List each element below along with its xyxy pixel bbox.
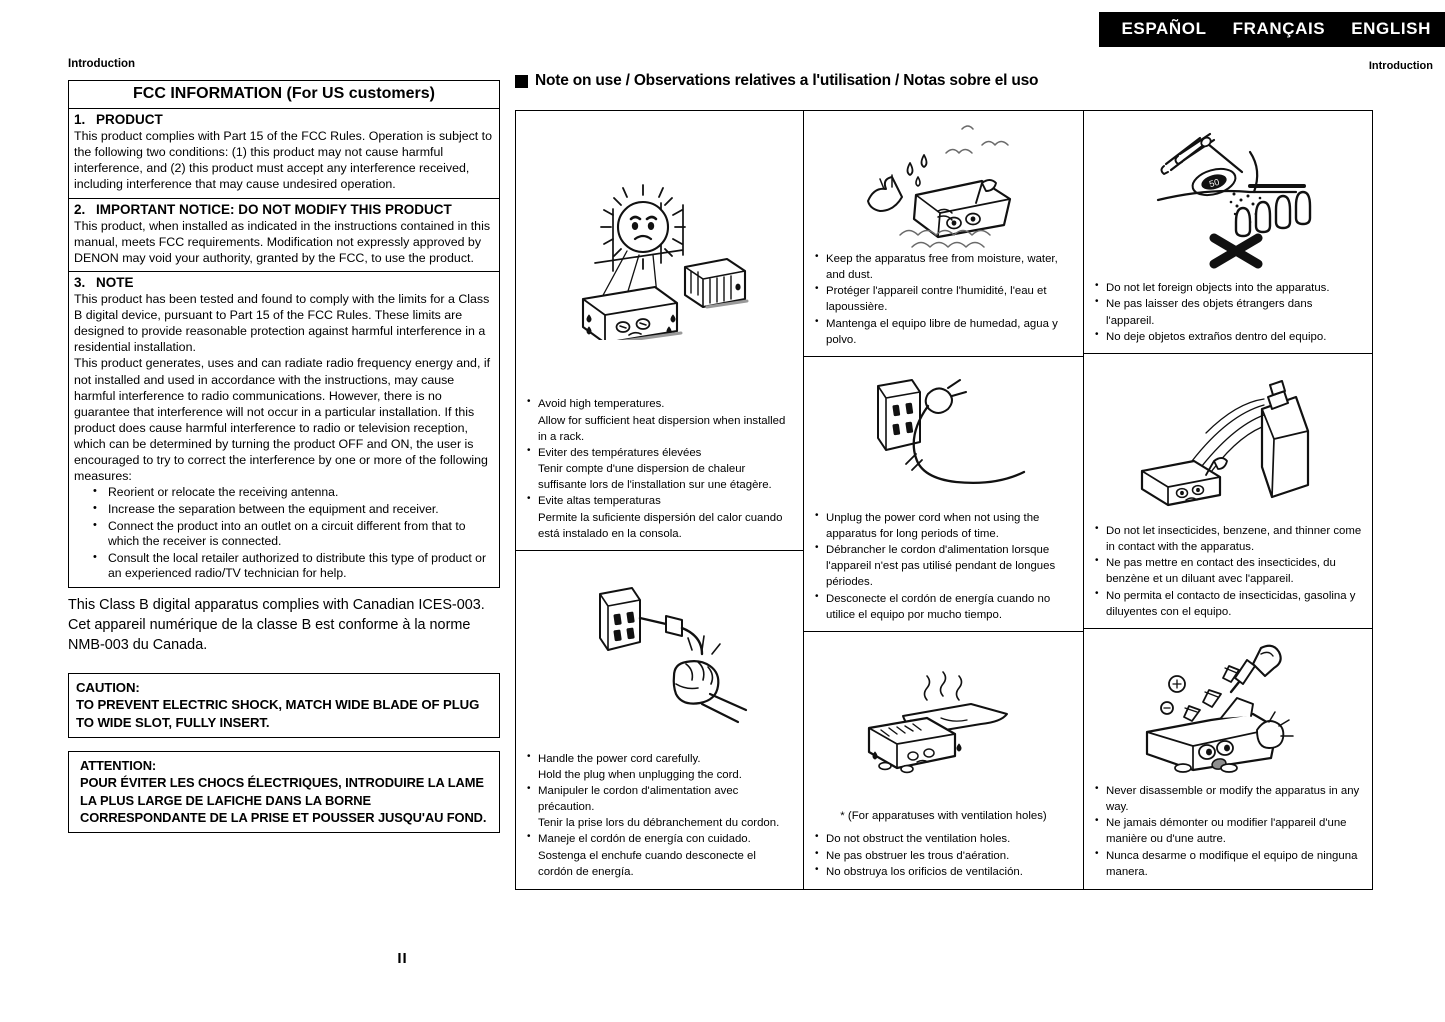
running-head-left: Introduction — [68, 58, 136, 70]
caption-line-es: • No obstruya los orificios de ventilación. — [814, 864, 1073, 880]
caption-line-fr: • Protéger l'appareil contre l'humidité, l'eau et lapoussière. — [814, 283, 1073, 315]
list-item: • Connect the product into an outlet on a circuit different from that to which the receiver is connected. — [74, 519, 494, 550]
attention-line-3: LA PLUS LARGE DE LAFICHE DANS LA BORNE — [80, 792, 372, 808]
page-number — [0, 950, 1445, 967]
running-head-right: Introduction — [1368, 60, 1433, 72]
amplifier-in-water-icon — [814, 119, 1073, 251]
caption-ventilation-holes — [814, 831, 1073, 880]
caption-subtext-en: Hold the plug when unplugging the cord. — [538, 768, 742, 781]
panel-never-disassemble — [1084, 629, 1372, 888]
tab-francais[interactable]: FRANÇAIS — [1232, 19, 1326, 38]
tab-english[interactable]: ENGLISH — [1351, 19, 1431, 38]
safety-grid-column-2 — [804, 111, 1084, 889]
caption-text-fr: Manipuler le cordon d'alimentation avec précaution. — [538, 784, 739, 814]
note-on-use-column — [515, 72, 1375, 890]
fcc-section-important-notice — [69, 199, 499, 272]
language-tab-bar — [1099, 12, 1445, 47]
note-on-use-heading-text: Note on use / Observations relatives a l'utilisation / Notas sobre el uso — [535, 72, 1039, 89]
caption-line-es — [526, 831, 793, 880]
fcc-section-number: 2. — [74, 201, 86, 217]
caution-line-1: CAUTION: — [76, 679, 140, 695]
caption-line-en — [526, 751, 793, 783]
attention-line-2: POUR ÉVITER LES CHOCS ÉLECTRIQUES, INTRODUIRE LA LAME — [80, 775, 484, 791]
caption-line-fr — [526, 783, 793, 832]
fcc-information-table — [68, 80, 500, 588]
attention-line-1: ATTENTION: — [80, 758, 157, 774]
fcc-section-heading: PRODUCT — [96, 112, 163, 127]
safety-illustration-grid — [515, 110, 1373, 890]
fcc-table-title: FCC INFORMATION (For US customers) — [69, 81, 499, 109]
note-on-use-heading — [515, 72, 1375, 90]
caption-avoid-high-temperatures — [526, 396, 793, 542]
ices-line-3: NMB-003 du Canada. — [68, 636, 208, 653]
fcc-section-number: 3. — [74, 274, 86, 290]
caption-line-fr: • Ne pas obstruer les trous d'aération. — [814, 848, 1073, 864]
caption-line-fr — [526, 445, 793, 494]
caption-line-en: • Do not let foreign objects into the apparatus. — [1094, 280, 1362, 296]
caution-line-3: TO WIDE SLOT, FULLY INSERT. — [76, 714, 270, 730]
caption-line-es: • Nunca desarme o modifique el equipo de ninguna manera. — [1094, 848, 1362, 880]
list-item: • Consult the local retailer authorized to distribute this type of product or an experienced radio/TV technician for help. — [74, 551, 494, 582]
fcc-information-column — [68, 80, 500, 833]
panel-keep-free-from-moisture — [804, 111, 1083, 357]
angry-sun-over-amplifier-icon — [526, 119, 793, 396]
page-number-value: II — [397, 950, 408, 967]
attention-line-4: CORRESPONDANTE DE LA PRISE ET POUSSER JUSQU'AU FOND. — [80, 809, 487, 825]
caption-line-es: • No permita el contacto de insecticidas, gasolina y diluyentes con el equipo. — [1094, 588, 1362, 620]
panel-no-foreign-objects — [1084, 111, 1372, 354]
tab-espanol[interactable]: ESPAÑOL — [1121, 19, 1207, 38]
caption-subtext-en: Allow for sufficient heat dispersion when installed in a rack. — [538, 414, 786, 443]
caption-line-fr: • Ne jamais démonter ou modifier l'appareil d'une manière ou d'une autre. — [1094, 815, 1362, 847]
black-square-bullet-icon — [515, 75, 528, 88]
caption-subtext-es: Sostenga el enchufe cuando desconecte el cordón de energía. — [538, 849, 756, 878]
caption-handle-power-cord — [526, 751, 793, 881]
fcc-corrective-measures-list — [74, 485, 494, 582]
fcc-section-heading: NOTE — [96, 274, 134, 290]
panel-avoid-high-temperatures — [516, 111, 803, 551]
caption-line-fr: • Débrancher le cordon d'alimentation lorsque l'appareil n'est pas utilisé pendant de longues périodes. — [814, 542, 1073, 591]
fcc-note-paragraph-1: This product has been tested and found to comply with the limits for a Class B digital device, pursuant to Part 15 of the FCC Rules. These limits are designed to provide reasonable protection against harmful interference in a residential installation. — [74, 291, 490, 355]
caption-keep-free-from-moisture — [814, 251, 1073, 348]
safety-grid-column-1 — [516, 111, 804, 889]
caption-line-es: • Mantenga el equipo libre de humedad, agua y polvo. — [814, 316, 1073, 348]
caption-never-disassemble — [1094, 783, 1362, 880]
caption-text-es: Evite altas temperaturas — [538, 495, 661, 508]
fcc-note-paragraph-2: This product generates, uses and can radiate radio frequency energy and, if not installed and used in accordance with the instructions, may cause harmful interference to radio communications. However, there is no guarantee that interference will not occur in a particular installation. If this product does cause harmful interference to radio or television reception, which can be determined by turning the product OFF and ON, the user is encouraged to try to correct the interference by one or more of the following measures: — [74, 356, 491, 484]
caption-line-en: • Do not let insecticides, benzene, and thinner come in contact with the apparatus. — [1094, 523, 1362, 555]
svg-text:50: 50 — [1208, 176, 1221, 189]
safety-grid-column-3 — [1084, 111, 1372, 889]
fcc-section-number: 1. — [74, 112, 86, 127]
fcc-section-heading: IMPORTANT NOTICE: DO NOT MODIFY THIS PRODUCT — [96, 201, 452, 217]
panel-handle-power-cord — [516, 551, 803, 888]
unplugged-cord-and-outlet-icon — [814, 365, 1073, 510]
attention-box — [68, 751, 500, 833]
caution-box — [68, 673, 500, 739]
caption-line-fr: • Ne pas mettre en contact des insecticides, du benzène et un diluant avec l'appareil. — [1094, 555, 1362, 587]
caption-text-en: Avoid high temperatures. — [538, 398, 665, 411]
list-item: • Increase the separation between the equipment and receiver. — [74, 502, 494, 518]
caption-line-es: • No deje objetos extraños dentro del equipo. — [1094, 329, 1362, 345]
caption-line-en — [526, 396, 793, 445]
fcc-section-note — [69, 272, 499, 587]
canadian-ices-statement — [68, 596, 500, 656]
ices-line-1: This Class B digital apparatus complies with Canadian ICES-003. — [68, 597, 485, 614]
caption-line-en: • Keep the apparatus free from moisture, water, and dust. — [814, 251, 1073, 283]
caption-line-es: • Desconecte el cordón de energía cuando no utilice el equipo por mucho tiempo. — [814, 591, 1073, 623]
caption-line-en: • Do not obstruct the ventilation holes. — [814, 831, 1073, 847]
caption-subtext-es: Permite la suficiente dispersión del calor cuando está instalado en la consola. — [538, 511, 783, 540]
caption-no-foreign-objects — [1094, 280, 1362, 345]
screwdriver-disassembly-icon — [1094, 637, 1362, 783]
caption-text-es: Maneje el cordón de energía con cuidado. — [538, 833, 751, 846]
hand-pulling-plug-icon — [526, 559, 793, 751]
caption-line-es — [526, 493, 793, 542]
fcc-section-product — [69, 109, 499, 199]
ices-line-2: Cet appareil numérique de la classe B est conforme à la norme — [68, 616, 471, 633]
spray-can-at-apparatus-icon — [1094, 362, 1362, 523]
foreign-objects-into-vents-x-icon — [1094, 119, 1362, 280]
ventilation-asterisk-note: * (For apparatuses with ventilation holes) — [840, 810, 1047, 823]
caption-no-chemicals — [1094, 523, 1362, 620]
caption-line-en: • Never disassemble or modify the apparatus in any way. — [1094, 783, 1362, 815]
fcc-section-body: This product complies with Part 15 of the FCC Rules. Operation is subject to the following two conditions: (1) this product may not cause harmful interference, and (2) this product must accept any interference received, including interference that may cause undesired operation. — [74, 129, 493, 192]
caption-line-en: • Unplug the power cord when not using the apparatus for long periods of time. — [814, 510, 1073, 542]
caption-line-fr: • Ne pas laisser des objets étrangers dans l'appareil. — [1094, 296, 1362, 328]
blocked-ventilation-holes-icon — [814, 640, 1073, 810]
fcc-section-body: This product, when installed as indicated in the instructions contained in this manual, meets FCC requirements. Modification not expressly approved by DENON may void your authority, granted by the FCC, to use the product. — [74, 218, 491, 265]
caption-subtext-fr: Tenir compte d'une dispersion de chaleur suffisante lors de l'installation sur une étagère. — [538, 463, 772, 492]
caption-subtext-fr: Tenir la prise lors du débranchement du cordon. — [538, 817, 780, 830]
caption-text-en: Handle the power cord carefully. — [538, 752, 701, 765]
caption-unplug-power-cord — [814, 510, 1073, 623]
panel-unplug-power-cord — [804, 357, 1083, 632]
caution-line-2: TO PREVENT ELECTRIC SHOCK, MATCH WIDE BLADE OF PLUG — [76, 697, 480, 713]
panel-no-chemicals — [1084, 354, 1372, 629]
list-item: • Reorient or relocate the receiving antenna. — [74, 485, 494, 501]
caption-text-fr: Eviter des températures élevées — [538, 446, 702, 459]
panel-ventilation-holes — [804, 632, 1083, 888]
